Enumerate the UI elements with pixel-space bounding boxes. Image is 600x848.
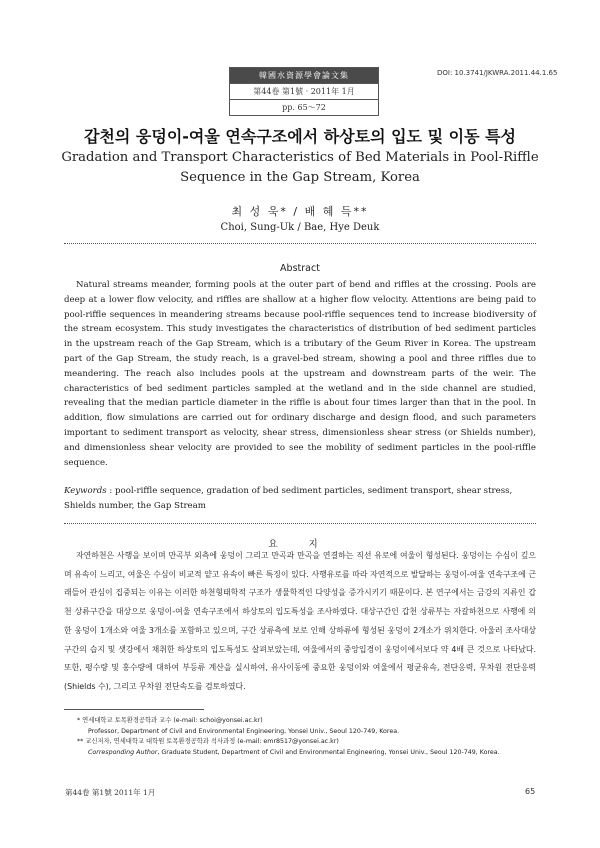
authors-english: Choi, Sung-Uk / Bae, Hye Deuk — [220, 222, 380, 233]
journal-volume: 第44卷 第1號 · 2011年 1月 — [230, 83, 378, 99]
title-english: Gradation and Transport Characteristics of Bed Materials in Pool-Riffle Sequence in the Gap Stream, Korea — [61, 150, 539, 185]
doi-label: DOI: 10.3741/JKWRA.2011.44.1.65 — [437, 69, 558, 77]
footer-volume: 第44卷 第1號 2011年 1月 — [65, 788, 156, 797]
abstract-heading: Abstract — [280, 263, 320, 274]
footnotes — [77, 716, 537, 758]
divider — [64, 523, 536, 524]
footnote-rule — [64, 709, 204, 710]
page-number: 65 — [525, 787, 536, 796]
journal-info-box — [229, 67, 379, 116]
keywords-text: : pool-riffle sequence, gradation of bed sediment particles, sediment transport, shear stress, Shields number, the Gap Stream — [64, 486, 513, 511]
footnote-2-english — [77, 748, 537, 759]
authors-korean: 최 성 욱* / 배 혜 득** — [231, 205, 369, 218]
footnote-1-korean: * 연세대학교 토목환경공학과 교수 (e-mail: schoi@yonsei.ac.kr) — [77, 717, 263, 724]
footnote-2-korean: ** 교신저자, 연세대학교 대학원 토목환경공학과 석사과정 (e-mail: emr8517@yonsei.ac.kr) — [77, 738, 339, 745]
journal-pages: pp. 65～72 — [230, 99, 378, 115]
journal-name: 韓國水資源學會論文集 — [230, 68, 378, 83]
korean-abstract-text: 자연하천은 사행을 보이며 만곡부 외측에 웅덩이 그리고 만곡과 만곡을 연결하는 직선 유로에 여울이 형성된다. 웅덩이는 수심이 깊으며 유속이 느리고, 여울은 수심이 비교적 얕고 유속이 빠른 특징이 있다. 사행유로를 따라 자연적으로 발달하는 웅덩이-여울 연속구조에 근래들어 관심이 집중되는 이유는 이러한 하천형태학적 구조가 생물학적인 다양성을 증가시키기 때문이다. 본 연구에서는 금강의 지류인 갑천 상류구간을 대상으로 웅덩이-여울 연속구조에서 하상토의 입도특성을 조사하였다. 대상구간인 갑천 상류부는 자갈하천으로 사행에 의한 웅덩이 1개소와 여울 3개소를 포함하고 있으며, 구간 상류측에 보로 인해 상하류에 형성된 웅덩이 2개소가 위치한다. 아울러 조사대상 구간의 습지 및 샛강에서 채취한 하상토의 입도특성도 살펴보았는데, 여울에서의 중앙입경이 웅덩이에서보다 약 4배 큰 것으로 나타났다. 또한, 평수량 및 홍수량에 대하여 부등류 계산을 실시하여, 유사이동에 중요한 웅덩이와 여울에서 평균유속, 전단응력, 무차원 전단응력 (Shields 수), 그리고 무차원 전단속도를 검토하였다. — [64, 551, 536, 691]
title-korean: 갑천의 웅덩이-여울 연속구조에서 하상토의 입도 및 이동 특성 — [83, 127, 517, 146]
keywords — [64, 484, 536, 514]
footnote-1-english: Professor, Department of Civil and Environmental Engineering, Yonsei Univ., Seoul 120-749, Korea. — [88, 727, 400, 735]
keywords-label: Keywords — [64, 486, 107, 496]
korean-abstract-heading: 요 지 — [268, 539, 332, 550]
corresponding-author-label: Corresponding Author — [88, 748, 158, 756]
abstract-text: Natural streams meander, forming pools at the outer part of bend and riffles at the crossing. Pools are deep at a lower flow velocity, and riffles are shallow at a higher flow velocity. Attentions are being paid to pool-riffle sequences in meandering streams because pool-riffle sequences tend to increase biodiversity of the stream ecosystem. This study investigates the characteristics of distribution of bed sediment particles in the upstream reach of the Gap Stream, which is a tributary of the Geum River in Korea. The upstream part of the Gap Stream, the study reach, is a gravel-bed stream, showing a pool and three riffles due to meandering. The reach also includes pools at the upstream and downstream parts of the weir. The characteristics of bed sediment particles sampled at the wetland and in the side channel are studied, revealing that the median particle diameter in the riffle is about four times larger than that in the pool. In addition, flow simulations are carried out for ordinary discharge and design flood, and such parameters important to sediment transport as velocity, shear stress, dimensionless shear stress (or Shields number), and dimensionless shear velocity are provided to see the mobility of sediment particles in the pool-riffle sequence. — [64, 280, 536, 468]
divider — [64, 243, 536, 244]
footnote-2-english-text: , Graduate Student, Department of Civil and Environmental Engineering, Yonsei Univ., Seoul 120-749, Korea. — [157, 748, 500, 756]
